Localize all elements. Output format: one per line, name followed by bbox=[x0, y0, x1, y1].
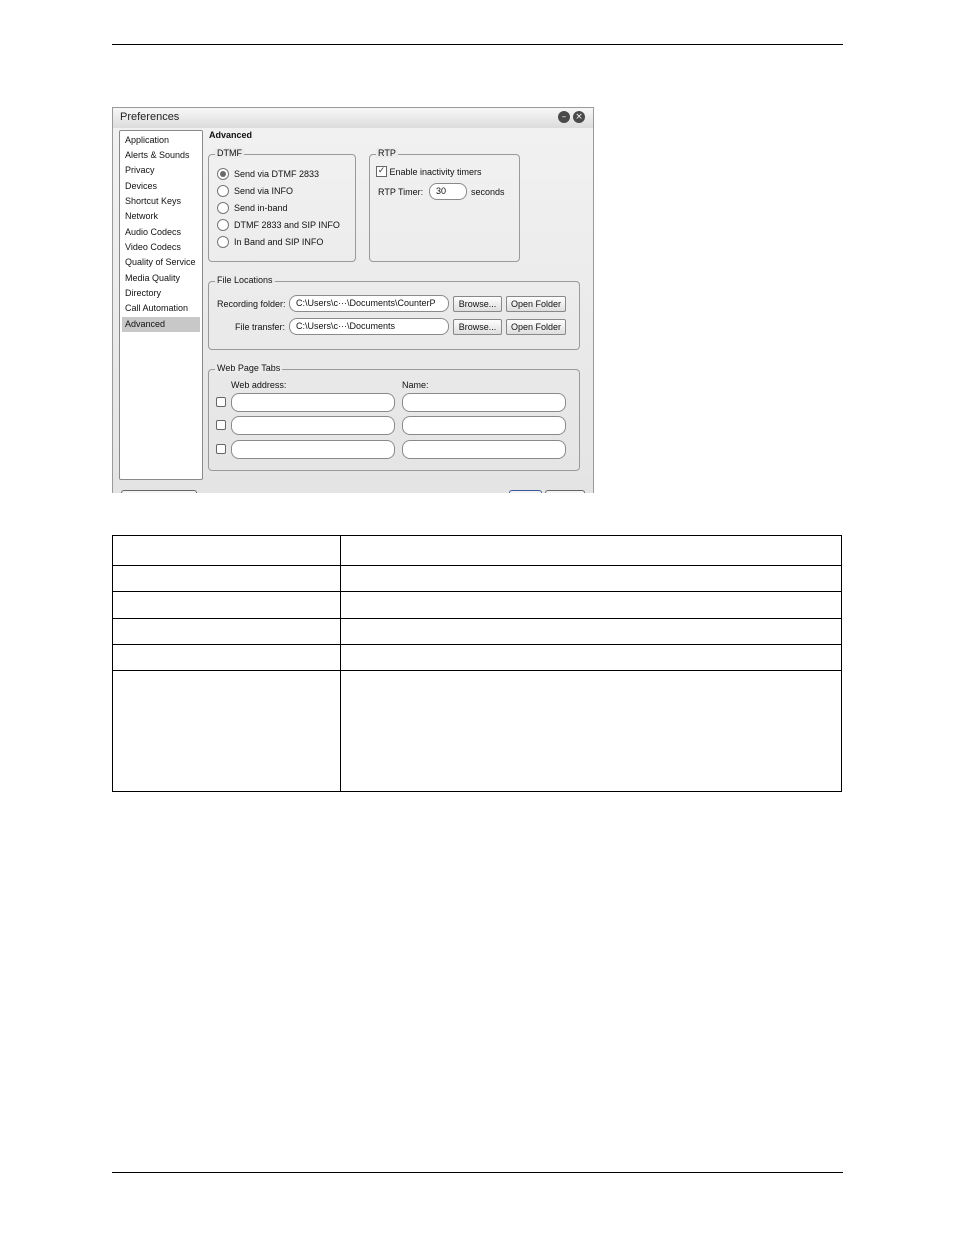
sidebar-item-advanced[interactable]: Advanced bbox=[122, 317, 200, 332]
settings-table bbox=[112, 535, 842, 792]
dtmf-legend: DTMF bbox=[217, 148, 242, 158]
recording-folder-label: Recording folder: bbox=[217, 299, 286, 309]
restore-defaults-button[interactable] bbox=[121, 490, 197, 493]
web-page-tabs-legend: Web Page Tabs bbox=[217, 363, 281, 373]
radio-selected-icon[interactable] bbox=[217, 168, 229, 180]
dtmf-option-label: Send via INFO bbox=[234, 186, 294, 196]
web-page-tabs-group bbox=[208, 363, 580, 471]
table-cell bbox=[113, 671, 341, 792]
recording-open-folder-button[interactable]: Open Folder bbox=[506, 296, 566, 312]
sidebar-item-alerts-sounds[interactable]: Alerts & Sounds bbox=[125, 150, 190, 160]
file-locations-group bbox=[208, 275, 580, 350]
sidebar-item-devices[interactable]: Devices bbox=[125, 181, 158, 191]
ok-button[interactable] bbox=[509, 490, 542, 493]
sidebar-item-video-codecs[interactable]: Video Codecs bbox=[125, 242, 181, 252]
rtp-timer-unit: seconds bbox=[471, 187, 505, 197]
recording-folder-input[interactable]: C:\Users\c···\Documents\CounterP bbox=[289, 295, 449, 312]
table-row bbox=[113, 619, 842, 645]
table-row bbox=[113, 645, 842, 671]
minimize-icon[interactable]: – bbox=[558, 111, 570, 123]
table-row bbox=[113, 671, 842, 792]
preferences-window bbox=[112, 107, 594, 493]
dtmf-option-info[interactable] bbox=[217, 184, 293, 198]
table-cell bbox=[113, 566, 341, 592]
file-locations-legend: File Locations bbox=[217, 275, 273, 285]
dtmf-option-label: Send in-band bbox=[234, 203, 288, 213]
close-icon[interactable]: × bbox=[573, 111, 585, 123]
sidebar-item-media-quality[interactable]: Media Quality bbox=[125, 273, 181, 283]
dtmf-group bbox=[208, 148, 356, 262]
name-header: Name: bbox=[402, 380, 429, 390]
table-row bbox=[113, 566, 842, 592]
table-cell bbox=[113, 645, 341, 671]
rtp-legend: RTP bbox=[378, 148, 396, 158]
footer-rule bbox=[112, 1172, 843, 1173]
recording-browse-button[interactable]: Browse... bbox=[453, 296, 502, 312]
web-address-input[interactable] bbox=[231, 393, 395, 412]
table-cell bbox=[113, 536, 341, 566]
sidebar-item-audio-codecs[interactable]: Audio Codecs bbox=[125, 227, 182, 237]
dtmf-option-label: In Band and SIP INFO bbox=[234, 237, 324, 247]
table-cell bbox=[113, 592, 341, 619]
transfer-open-folder-button[interactable]: Open Folder bbox=[506, 319, 566, 335]
dtmf-option-in-band-sip-info[interactable] bbox=[217, 235, 323, 249]
rtp-timer-input[interactable]: 30 bbox=[429, 183, 467, 200]
sidebar-item-quality-of-service[interactable]: Quality of Service bbox=[125, 257, 196, 267]
inactivity-timers-row[interactable] bbox=[376, 167, 482, 178]
dtmf-option-label: Send via DTMF 2833 bbox=[234, 169, 320, 179]
panel-title: Advanced bbox=[209, 130, 253, 140]
dtmf-option-2833[interactable] bbox=[217, 167, 319, 181]
table-row bbox=[113, 592, 842, 619]
sidebar-item-network[interactable]: Network bbox=[125, 211, 159, 221]
table-cell bbox=[341, 566, 842, 592]
tab-enable-checkbox[interactable] bbox=[216, 444, 226, 454]
radio-icon[interactable] bbox=[217, 202, 229, 214]
table-cell bbox=[341, 536, 842, 566]
dtmf-option-label: DTMF 2833 and SIP INFO bbox=[234, 220, 340, 230]
table-cell bbox=[113, 619, 341, 645]
file-transfer-label: File transfer: bbox=[235, 322, 286, 332]
sidebar-item-directory[interactable]: Directory bbox=[125, 288, 162, 298]
sidebar-item-application[interactable]: Application bbox=[125, 135, 170, 145]
rtp-group bbox=[369, 148, 520, 262]
tab-enable-checkbox[interactable] bbox=[216, 397, 226, 407]
tab-enable-checkbox[interactable] bbox=[216, 420, 226, 430]
preferences-sidebar bbox=[119, 130, 203, 480]
transfer-browse-button[interactable]: Browse... bbox=[453, 319, 502, 335]
radio-icon[interactable] bbox=[217, 219, 229, 231]
sidebar-item-privacy[interactable]: Privacy bbox=[125, 165, 155, 175]
dtmf-option-2833-sip-info[interactable] bbox=[217, 218, 340, 232]
table-cell bbox=[341, 645, 842, 671]
tab-name-input[interactable] bbox=[402, 440, 566, 459]
inactivity-timers-label: Enable inactivity timers bbox=[389, 167, 482, 177]
tab-name-input[interactable] bbox=[402, 416, 566, 435]
sidebar-item-call-automation[interactable]: Call Automation bbox=[125, 303, 189, 313]
table-cell bbox=[341, 619, 842, 645]
window-titlebar bbox=[113, 108, 593, 128]
web-address-input[interactable] bbox=[231, 416, 395, 435]
web-address-input[interactable] bbox=[231, 440, 395, 459]
file-transfer-input[interactable]: C:\Users\c···\Documents bbox=[289, 318, 449, 335]
window-title: Preferences bbox=[120, 111, 180, 123]
sidebar-item-shortcut-keys[interactable]: Shortcut Keys bbox=[125, 196, 182, 206]
table-cell bbox=[341, 592, 842, 619]
table-cell bbox=[341, 671, 842, 792]
rtp-timer-label: RTP Timer: bbox=[378, 187, 424, 197]
checkmark-icon[interactable]: ✓ bbox=[377, 166, 386, 177]
dtmf-option-in-band[interactable] bbox=[217, 201, 288, 215]
header-rule bbox=[112, 44, 843, 45]
cancel-button[interactable] bbox=[545, 490, 585, 493]
radio-icon[interactable] bbox=[217, 236, 229, 248]
radio-icon[interactable] bbox=[217, 185, 229, 197]
table-row bbox=[113, 536, 842, 566]
web-address-header: Web address: bbox=[231, 380, 287, 390]
tab-name-input[interactable] bbox=[402, 393, 566, 412]
